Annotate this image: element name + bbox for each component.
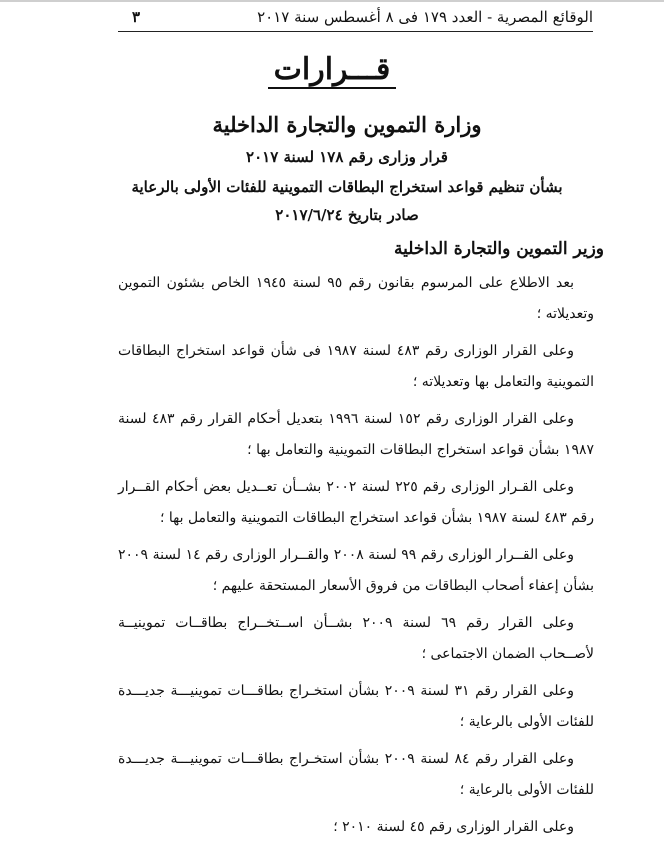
preamble-paragraph: وعلى القــرار الوزارى رقم ٩٩ لسنة ٢٠٠٨ والقــرار الوزارى رقم ١٤ لسنة ٢٠٠٩ بشأن إعفاء أصحاب البطاقات من فروق الأسعار المستحقة عليهم ؛ xyxy=(118,547,594,594)
preamble-paragraph: وعلى القرار رقم ٨٤ لسنة ٢٠٠٩ بشأن استخـراج بطاقـــات تموينيـــة جديـــدة للفئات الأولى بالرعاية ؛ xyxy=(118,751,594,798)
page-number: ٣ xyxy=(132,8,141,26)
preamble-paragraph: وعلى القرار الوزارى رقم ١٥٢ لسنة ١٩٩٦ بتعديل أحكام القرار رقم ٤٨٣ لسنة ١٩٨٧ بشأن قواعد استخراج البطاقات التموينية والتعامل بها ؛ xyxy=(118,411,594,458)
ministry-name: وزارة التموين والتجارة الداخلية xyxy=(212,112,482,137)
top-border xyxy=(0,0,664,2)
decree-subject: بشأن تنظيم قواعد استخراج البطاقات التموينية للفئات الأولى بالرعاية xyxy=(131,178,563,196)
section-title xyxy=(0,50,664,90)
preamble-paragraph: بعد الاطلاع على المرسوم بقانون رقم ٩٥ لسنة ١٩٤٥ الخاص بشئون التموين وتعديلاته ؛ xyxy=(118,275,594,322)
minister-heading: وزير التموين والتجارة الداخلية xyxy=(393,239,604,259)
decree-body xyxy=(118,268,594,849)
preamble-paragraph: وعلى القرار رقم ٣١ لسنة ٢٠٠٩ بشأن استخـراج بطاقـــات تموينيـــة جديـــدة للفئات الأولى بالرعاية ؛ xyxy=(118,683,594,730)
page-header xyxy=(118,5,593,29)
preamble-paragraph: وعلى القرار الوزارى رقم ٤٨٣ لسنة ١٩٨٧ فى شأن قواعد استخراج البطاقات التموينية والتعامل بها وتعديلاته ؛ xyxy=(118,343,594,390)
preamble-paragraph: وعلى القـرار الوزارى رقم ٢٢٥ لسنة ٢٠٠٢ بشــأن تعــديل بعض أحكام القــرار رقم ٤٨٣ لسنة ١٩٨٧ بشأن قواعد استخراج البطاقات التموينية والتعامل بها ؛ xyxy=(118,479,594,526)
section-title-text: قـــرارات xyxy=(268,52,397,89)
gazette-issue-title: الوقائع المصرية - العدد ١٧٩ فى ٨ أغسطس سنة ٢٠١٧ xyxy=(257,8,593,26)
header-divider xyxy=(118,31,593,32)
issued-date: صادر بتاريخ ٢٠١٧/٦/٢٤ xyxy=(275,206,419,224)
preamble-paragraph: وعلى القرار رقم ٦٩ لسنة ٢٠٠٩ بشــأن اســتخــراج بطاقــات تموينيــة لأصــحاب الضمان الاجتماعى ؛ xyxy=(118,615,594,662)
decree-number: قرار وزارى رقم ١٧٨ لسنة ٢٠١٧ xyxy=(246,148,448,166)
preamble-paragraph: وعلى القرار الوزارى رقم ٤٥ لسنة ٢٠١٠ ؛ xyxy=(333,819,574,835)
